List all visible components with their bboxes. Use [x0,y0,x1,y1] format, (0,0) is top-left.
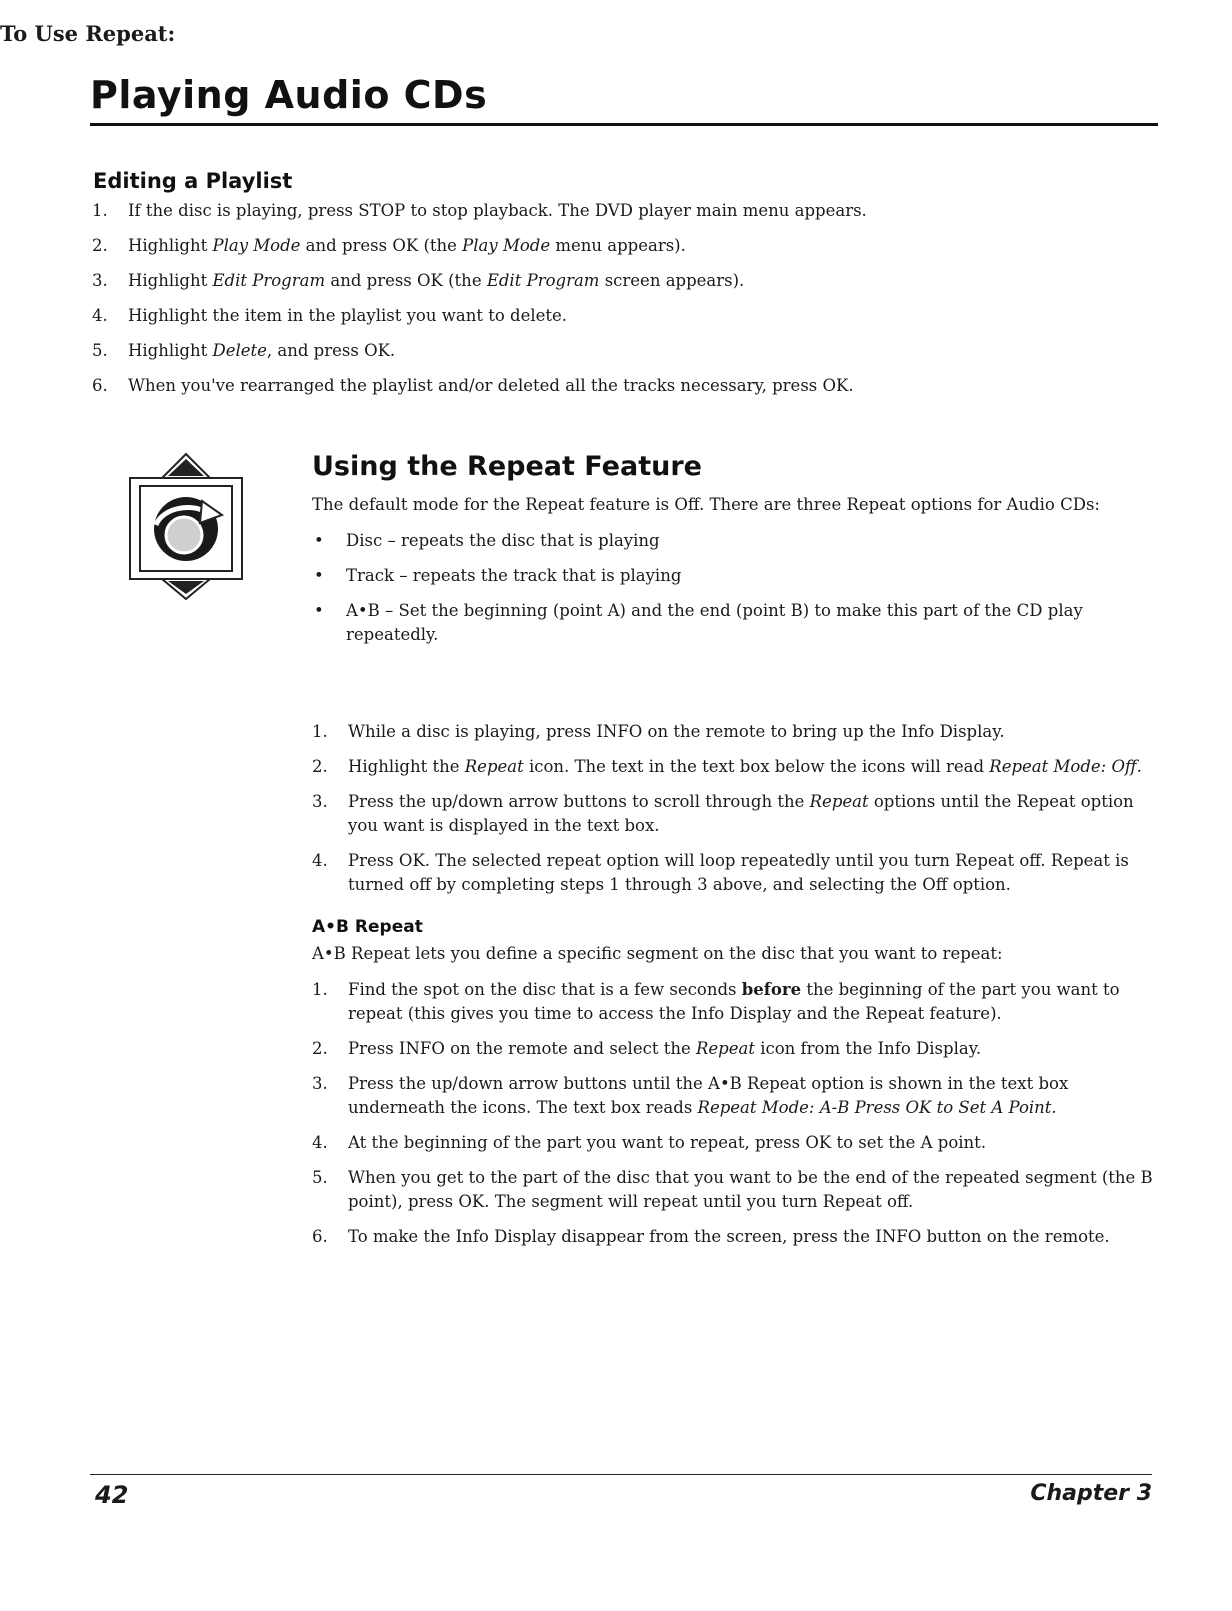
step-text: options until the Repeat option you want is displayed in the text box. [348,792,1134,835]
list-item [92,199,1152,223]
to-use-repeat-steps [312,720,1160,908]
bullet-marker: • [314,531,324,550]
ab-repeat-intro: A•B Repeat lets you define a specific segment on the disc that you want to repeat: [312,944,1003,963]
list-item [92,304,1152,328]
step-number: 4. [312,1133,328,1152]
step-number: 3. [312,792,328,811]
list-item [92,234,1152,258]
list-item [312,1225,1160,1249]
step-number: 1. [312,722,328,741]
step-text: Highlight [128,271,213,290]
step-text: icon. The text in the text box below the icons will read [523,757,990,776]
italic-text: Repeat [695,1039,755,1058]
list-item [312,1037,1160,1061]
step-text: To make the Info Display disappear from the screen, press the INFO button on the remote. [348,1227,1110,1246]
italic-text: Repeat Mode: A-B Press OK to Set A Point. [697,1098,1057,1117]
repeat-options [312,529,1122,658]
step-number: 6. [312,1227,328,1246]
list-item [312,1072,1160,1120]
list-item [312,849,1160,897]
list-item [312,790,1160,838]
step-text: the beginning of the part you want to repeat (this gives you time to access the Info Display and the Repeat feature). [348,980,1120,1023]
list-item [92,339,1152,363]
list-item [92,269,1152,293]
step-number: 3. [92,271,108,290]
step-number: 3. [312,1074,328,1093]
list-item [312,755,1160,779]
italic-text: Repeat [464,757,524,776]
bold-text: before [741,980,802,999]
italic-text: Play Mode [462,236,551,255]
footer-rule [90,1474,1152,1475]
step-text: Highlight [128,341,213,360]
step-number: 4. [312,851,328,870]
step-text: Press the up/down arrow buttons until the A•B Repeat option is shown in the text box underneath the icons. The text box reads [348,1074,1069,1117]
step-text: and press OK (the [325,271,487,290]
step-text: Press OK. The selected repeat option will loop repeatedly until you turn Repeat off. Repeat is turned off by completing steps 1 through 3 above, and selecting the Off option. [348,851,1129,894]
step-number: 5. [92,341,108,360]
bullet-item [312,599,1122,647]
list-item [312,720,1160,744]
step-text: menu appears). [550,236,686,255]
italic-text: Delete [212,341,267,360]
step-text: A•B – Set the beginning (point A) and the end (point B) to make this part of the CD play repeatedly. [346,601,1083,644]
editing-heading: Editing a Playlist [93,169,293,193]
step-text: Press the up/down arrow buttons to scroll through the [348,792,810,811]
list-item [312,1131,1160,1155]
step-text: icon from the Info Display. [754,1039,982,1058]
step-number: 2. [312,1039,328,1058]
step-text: At the beginning of the part you want to repeat, press OK to set the A point. [348,1133,987,1152]
step-text: Press INFO on the remote and select the [348,1039,696,1058]
chapter-label: Chapter 3 [1030,1481,1152,1506]
italic-text: Play Mode [212,236,301,255]
step-number: 6. [92,376,108,395]
page-number: 42 [95,1481,129,1509]
step-number: 1. [92,201,108,220]
repeat-feature-intro: The default mode for the Repeat feature is Off. There are three Repeat options for Audio CDs: [312,495,1100,514]
bullet-marker: • [314,601,324,620]
bullet-item [312,564,1122,588]
step-text: , and press OK. [266,341,396,360]
italic-text: Repeat [809,792,869,811]
step-text: Find the spot on the disc that is a few seconds [348,980,742,999]
step-text: and press OK (the [300,236,463,255]
step-text: If the disc is playing, press STOP to stop playback. The DVD player main menu appears. [128,201,867,220]
step-text: screen appears). [599,271,745,290]
list-item [312,1166,1160,1214]
step-number: 1. [312,980,328,999]
list-item [92,374,1152,398]
step-text: Highlight the item in the playlist you want to delete. [128,306,568,325]
step-number: 4. [92,306,108,325]
step-text: Highlight [128,236,213,255]
ab-repeat-heading: A•B Repeat [312,917,423,937]
repeat-feature-heading: Using the Repeat Feature [312,451,702,482]
list-item [312,978,1160,1026]
ab-repeat-steps [312,978,1160,1260]
repeat-icon [128,453,246,601]
italic-text: Edit Program [486,271,600,290]
step-text: Disc – repeats the disc that is playing [346,531,660,550]
page-title: Playing Audio CDs [90,73,488,117]
step-text: When you've rearranged the playlist and/or deleted all the tracks necessary, press OK. [128,376,854,395]
step-text: When you get to the part of the disc that you want to be the end of the repeated segment (the B point), press OK. The segment will repeat until you turn Repeat off. [348,1168,1153,1211]
editing-steps [92,199,1152,409]
bullet-item [312,529,1122,553]
title-rule [90,123,1158,126]
step-text: While a disc is playing, press INFO on the remote to bring up the Info Display. [348,722,1005,741]
bullet-marker: • [314,566,324,585]
italic-text: Repeat Mode: Off. [989,757,1142,776]
step-number: 2. [92,236,108,255]
step-text: Highlight the [348,757,465,776]
step-text: Track – repeats the track that is playing [346,566,682,585]
italic-text: Edit Program [212,271,326,290]
step-number: 5. [312,1168,328,1187]
step-number: 2. [312,757,328,776]
to-use-repeat-heading: To Use Repeat: [0,21,176,46]
